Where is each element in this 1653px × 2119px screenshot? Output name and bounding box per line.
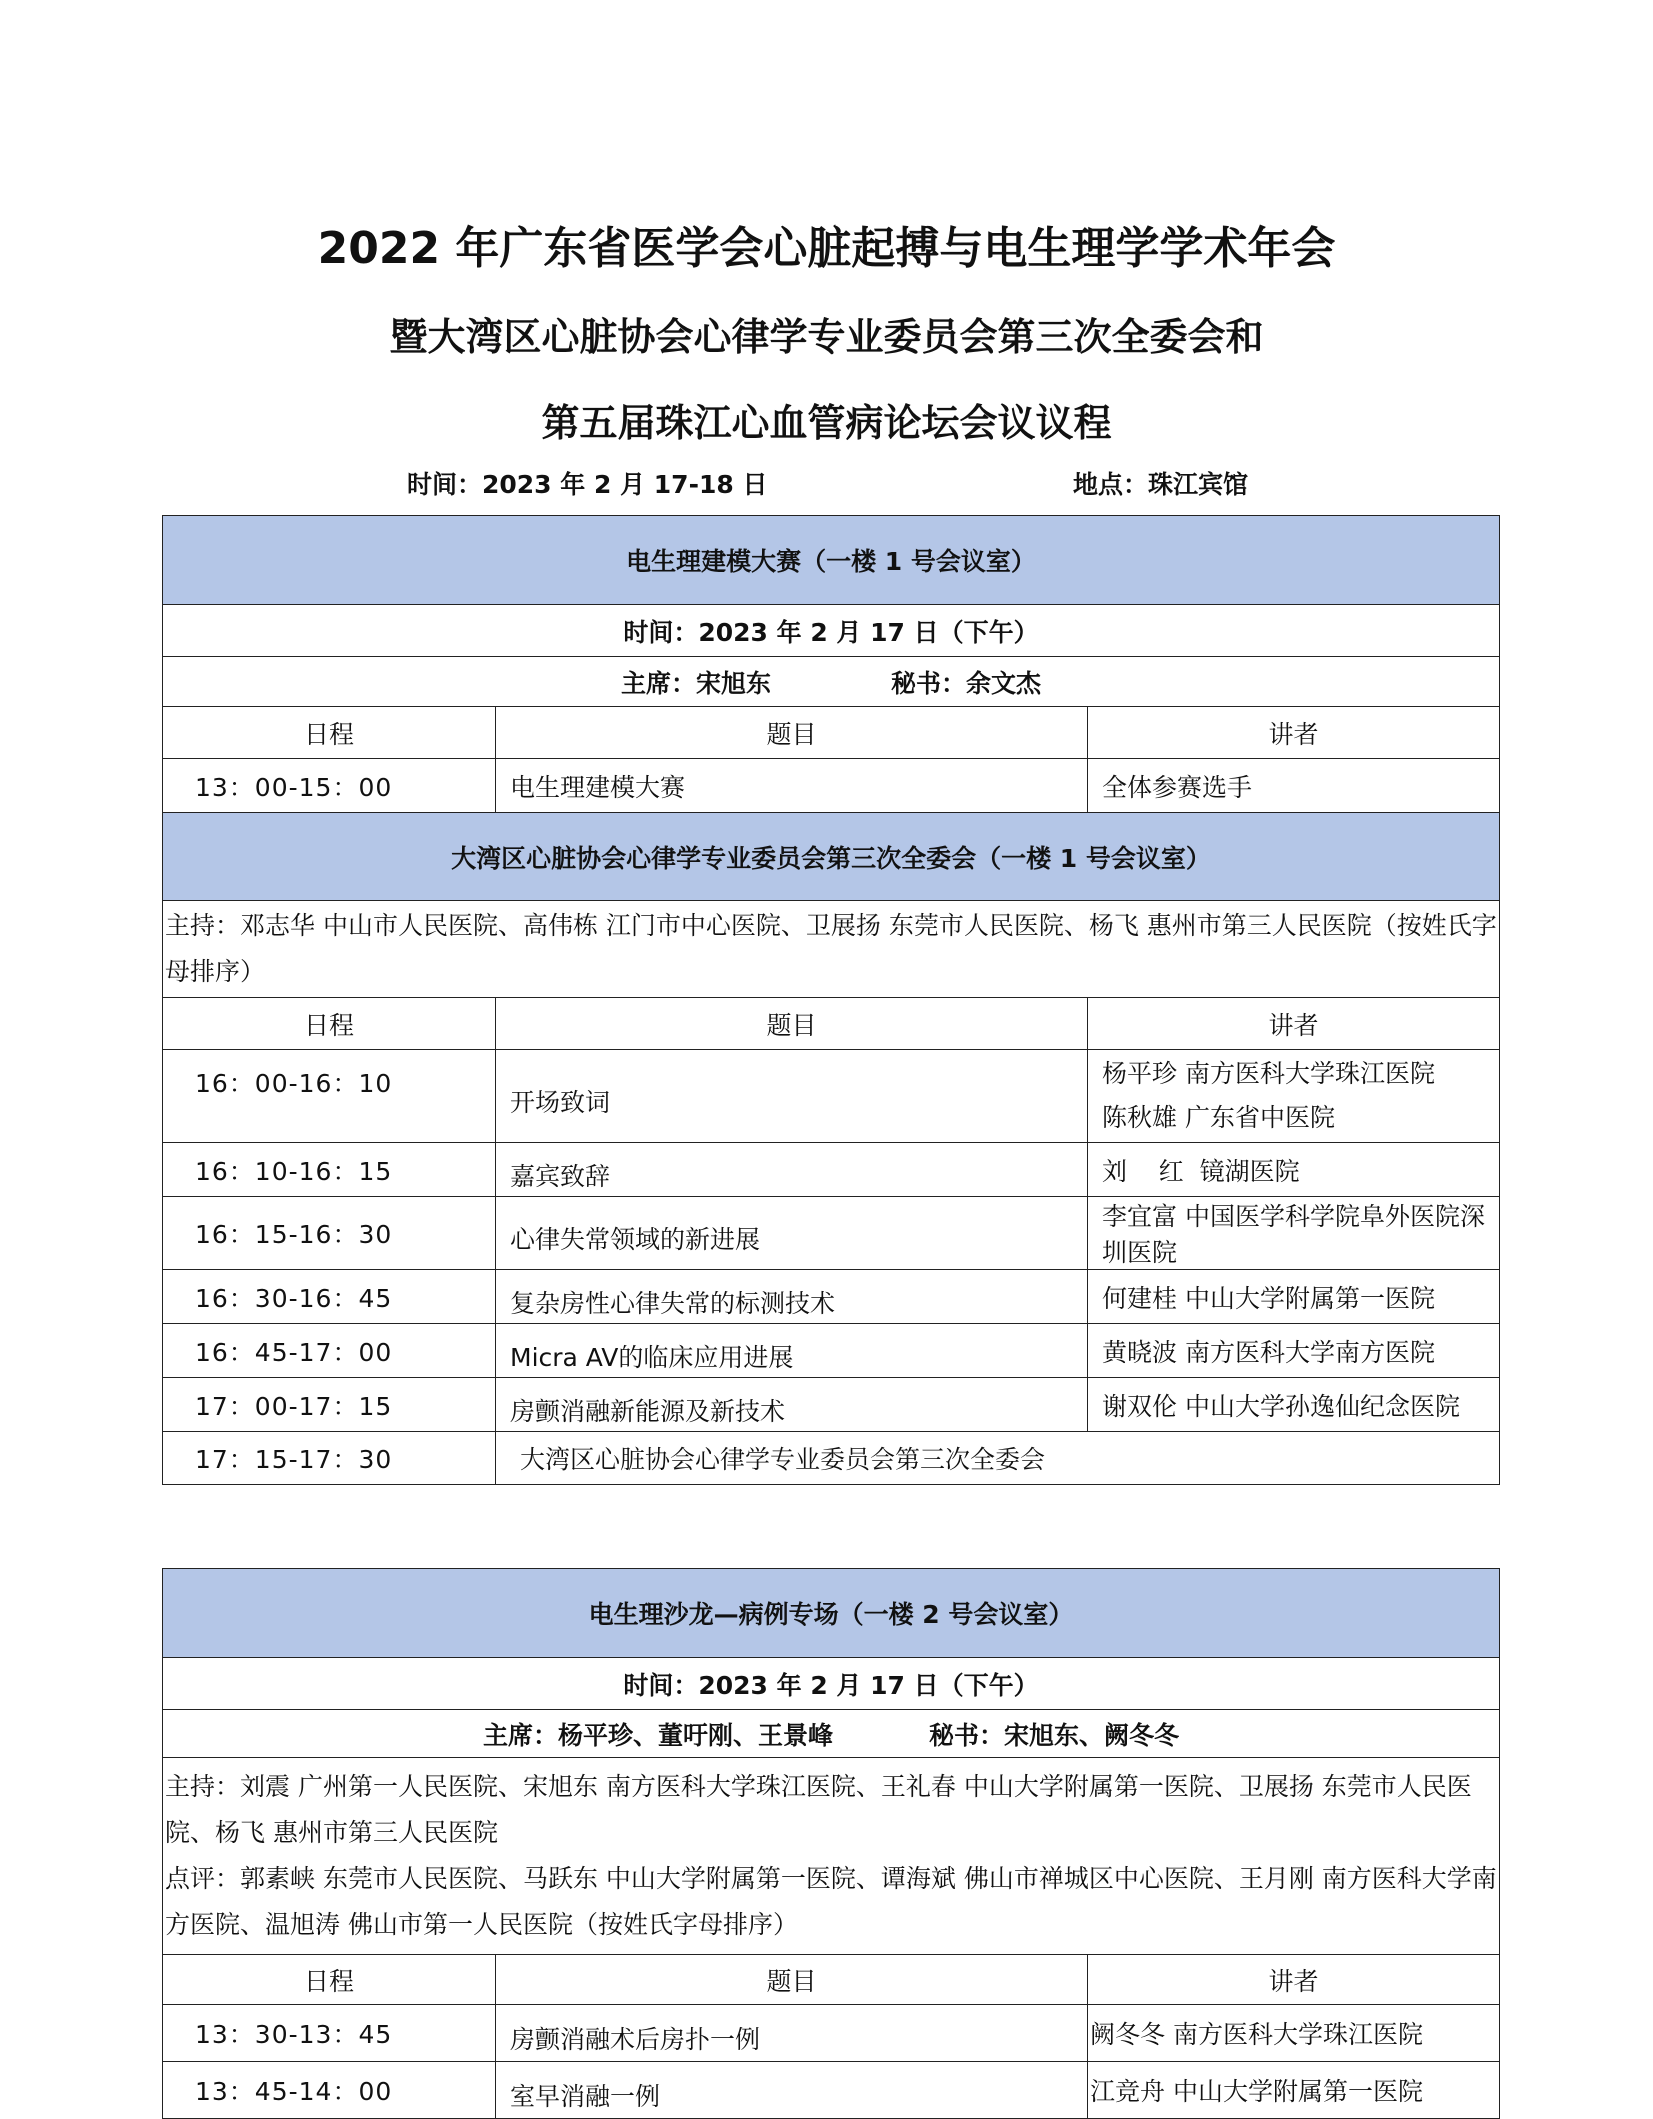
header-speaker: 讲者 — [1088, 1955, 1500, 2005]
speaker-line: 陈秋雄 广东省中医院 — [1102, 1103, 1335, 1132]
table-row — [163, 1143, 1500, 1197]
section-time: 时间：2023 年 2 月 17 日（下午） — [163, 1658, 1500, 1710]
row-topic: 房颤消融新能源及新技术 — [496, 1378, 1088, 1432]
host-list: 主持：邓志华 中山市人民医院、高伟栋 江门市中心医院、卫展扬 东莞市人民医院、杨飞 惠州市第三人民医院（按姓氏字母排序） — [163, 901, 1500, 998]
row-topic: 房颤消融术后房扑一例 — [496, 2005, 1088, 2062]
row-speaker: 江竞舟 中山大学附属第一医院 — [1088, 2062, 1500, 2119]
row-speaker: 阙冬冬 南方医科大学珠江医院 — [1088, 2005, 1500, 2062]
row-topic: 大湾区心脏协会心律学专业委员会第三次全委会 — [496, 1432, 1500, 1485]
row-time: 16：10-16：15 — [163, 1143, 496, 1197]
chair: 主席：宋旭东 — [620, 668, 771, 698]
secretary: 秘书：宋旭东、阙冬冬 — [929, 1720, 1180, 1750]
document-subtitle-2: 第五届珠江心血管病论坛会议议程 — [541, 401, 1112, 445]
document-subtitle: 暨大湾区心脏协会心律学专业委员会第三次全委会和 — [389, 315, 1264, 359]
host-list: 主持：刘震 广州第一人民医院、宋旭东 南方医科大学珠江医院、王礼春 中山大学附属第一医院、卫展扬 东莞市人民医院、杨飞 惠州市第三人民医院 — [165, 1772, 1472, 1847]
row-topic: 电生理建模大赛 — [496, 759, 1088, 813]
table-row — [163, 1270, 1500, 1324]
row-speaker: 谢双伦 中山大学孙逸仙纪念医院 — [1088, 1378, 1500, 1432]
row-time: 16：00-16：10 — [163, 1050, 496, 1143]
table-row — [163, 2005, 1500, 2062]
row-time: 13：30-13：45 — [163, 2005, 496, 2062]
secretary: 秘书：余文杰 — [891, 668, 1042, 698]
agenda-table-2 — [162, 1568, 1500, 2119]
header-schedule: 日程 — [163, 1955, 496, 2005]
row-time: 16：15-16：30 — [163, 1197, 496, 1270]
row-topic: Micra AV的临床应用进展 — [496, 1324, 1088, 1378]
section-title: 大湾区心脏协会心律学专业委员会第三次全委会（一楼 1 号会议室） — [163, 813, 1500, 901]
speaker-line: 杨平珍 南方医科大学珠江医院 — [1102, 1059, 1435, 1088]
row-speaker: 黄晓波 南方医科大学南方医院 — [1088, 1324, 1500, 1378]
row-speaker: 全体参赛选手 — [1088, 759, 1500, 813]
chair-secretary — [163, 1710, 1500, 1758]
meeting-time: 时间：2023 年 2 月 17-18 日 — [407, 470, 768, 499]
chair: 主席：杨平珍、董吁刚、王景峰 — [482, 1720, 833, 1750]
table-row — [163, 1050, 1500, 1143]
chair-secretary — [163, 657, 1500, 707]
row-time: 16：45-17：00 — [163, 1324, 496, 1378]
row-time: 17：00-17：15 — [163, 1378, 496, 1432]
section-title: 电生理建模大赛（一楼 1 号会议室） — [163, 516, 1500, 605]
row-speaker: 何建桂 中山大学附属第一医院 — [1088, 1270, 1500, 1324]
agenda-table-1 — [162, 515, 1500, 1485]
header-topic: 题目 — [496, 1955, 1088, 2005]
header-speaker: 讲者 — [1088, 998, 1500, 1050]
table-row — [163, 1378, 1500, 1432]
table-row — [163, 1324, 1500, 1378]
table-row — [163, 2062, 1500, 2119]
header-schedule: 日程 — [163, 707, 496, 759]
row-speaker: 刘 红 镜湖医院 — [1088, 1143, 1500, 1197]
table-row — [163, 1197, 1500, 1270]
document-title: 2022 年广东省医学会心脏起搏与电生理学学术年会 — [317, 223, 1336, 274]
header-schedule: 日程 — [163, 998, 496, 1050]
table-row — [163, 759, 1500, 813]
row-time: 13：45-14：00 — [163, 2062, 496, 2119]
row-topic: 室早消融一例 — [496, 2062, 1088, 2119]
row-time: 16：30-16：45 — [163, 1270, 496, 1324]
row-time: 17：15-17：30 — [163, 1432, 496, 1485]
section-title: 电生理沙龙—病例专场（一楼 2 号会议室） — [163, 1569, 1500, 1658]
row-topic: 开场致词 — [496, 1050, 1088, 1143]
section-time: 时间：2023 年 2 月 17 日（下午） — [163, 605, 1500, 657]
row-time: 13：00-15：00 — [163, 759, 496, 813]
header-speaker: 讲者 — [1088, 707, 1500, 759]
header-topic: 题目 — [496, 707, 1088, 759]
table-row — [163, 1432, 1500, 1485]
meeting-place: 地点：珠江宾馆 — [1073, 470, 1249, 499]
row-speaker — [1088, 1050, 1500, 1143]
review-list: 点评：郭素峡 东莞市人民医院、马跃东 中山大学附属第一医院、谭海斌 佛山市禅城区中心医院、王月刚 南方医科大学南方医院、温旭涛 佛山市第一人民医院（按姓氏字母排序） — [165, 1864, 1497, 1939]
host-review — [163, 1758, 1500, 1955]
row-topic: 嘉宾致辞 — [496, 1143, 1088, 1197]
row-topic: 复杂房性心律失常的标测技术 — [496, 1270, 1088, 1324]
row-speaker: 李宜富 中国医学科学院阜外医院深圳医院 — [1088, 1197, 1500, 1270]
header-topic: 题目 — [496, 998, 1088, 1050]
row-topic: 心律失常领域的新进展 — [496, 1197, 1088, 1270]
